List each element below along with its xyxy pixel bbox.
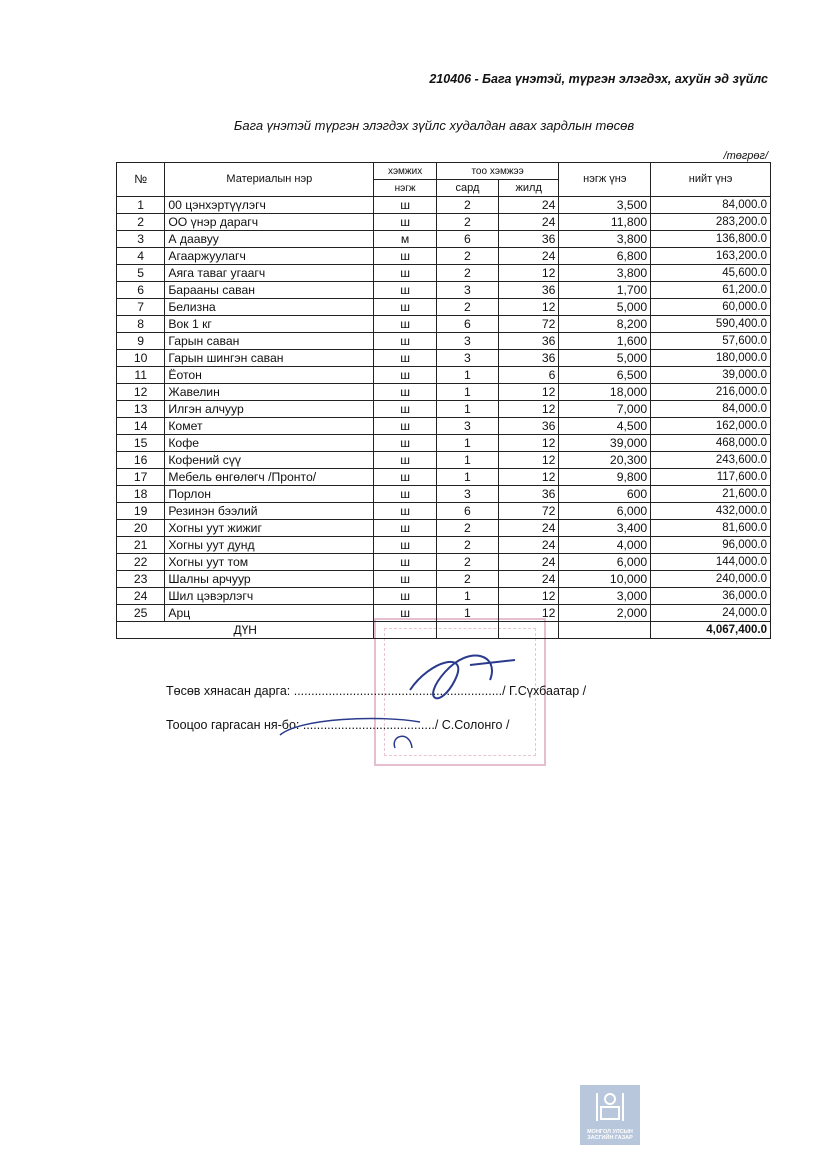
- row-unit-price: 3,000: [559, 588, 651, 605]
- row-material-name: Барааны саван: [165, 282, 374, 299]
- row-total-price: 468,000.0: [651, 435, 771, 452]
- row-no: 2: [117, 214, 165, 231]
- row-yearly-qty: 12: [499, 401, 559, 418]
- table-row: [117, 316, 771, 333]
- row-yearly-qty: 24: [499, 197, 559, 214]
- table-row: [117, 265, 771, 282]
- row-total-price: 24,000.0: [651, 605, 771, 622]
- row-total-price: 84,000.0: [651, 401, 771, 418]
- row-no: 6: [117, 282, 165, 299]
- row-monthly-qty: 6: [436, 316, 498, 333]
- row-yearly-qty: 72: [499, 503, 559, 520]
- row-material-name: Шил цэвэрлэгч: [165, 588, 374, 605]
- row-unit-price: 11,800: [559, 214, 651, 231]
- row-yearly-qty: 12: [499, 384, 559, 401]
- row-no: 25: [117, 605, 165, 622]
- row-unit: ш: [374, 503, 436, 520]
- accountant-signature-line: Тооцоо гаргасан ня-бо: ....................................../ С.Солонго /: [166, 718, 510, 732]
- row-unit-price: 8,200: [559, 316, 651, 333]
- table-row: [117, 520, 771, 537]
- table-row: [117, 384, 771, 401]
- row-total-price: 590,400.0: [651, 316, 771, 333]
- row-unit-price: 20,300: [559, 452, 651, 469]
- row-monthly-qty: 1: [436, 367, 498, 384]
- row-unit-price: 5,000: [559, 350, 651, 367]
- row-total-price: 144,000.0: [651, 554, 771, 571]
- row-yearly-qty: 24: [499, 571, 559, 588]
- row-material-name: Вок 1 кг: [165, 316, 374, 333]
- row-material-name: Кофе: [165, 435, 374, 452]
- row-yearly-qty: 36: [499, 350, 559, 367]
- government-logo: [580, 1085, 640, 1145]
- row-material-name: Агааржуулагч: [165, 248, 374, 265]
- row-yearly-qty: 36: [499, 231, 559, 248]
- row-material-name: Резинэн бээлий: [165, 503, 374, 520]
- row-unit-price: 6,000: [559, 503, 651, 520]
- row-unit: ш: [374, 316, 436, 333]
- table-row: [117, 231, 771, 248]
- logo-caption-line1: МОНГОЛ УЛСЫН: [587, 1129, 633, 1135]
- row-monthly-qty: 2: [436, 537, 498, 554]
- budget-code-heading: 210406 - Бага үнэтэй, түргэн элэгдэх, ахуйн эд зүйлс: [429, 72, 768, 86]
- row-unit-price: 3,500: [559, 197, 651, 214]
- row-total-price: 163,200.0: [651, 248, 771, 265]
- row-no: 19: [117, 503, 165, 520]
- row-unit-price: 4,000: [559, 537, 651, 554]
- row-total-price: 243,600.0: [651, 452, 771, 469]
- approver-signature-line: Төсөв хянасан дарга: ............................................................/ Г.Сүхбаатар /: [166, 684, 587, 698]
- row-no: 10: [117, 350, 165, 367]
- row-total-price: 162,000.0: [651, 418, 771, 435]
- row-yearly-qty: 24: [499, 248, 559, 265]
- header-monthly: сард: [436, 180, 498, 197]
- document-title: Бага үнэтэй түргэн элэгдэх зүйлс худалдан авах зардлын төсөв: [233, 118, 635, 133]
- row-total-price: 84,000.0: [651, 197, 771, 214]
- row-material-name: Мебель өнгөлөгч /Пронто/: [165, 469, 374, 486]
- row-material-name: Хогны уут дунд: [165, 537, 374, 554]
- row-unit-price: 10,000: [559, 571, 651, 588]
- row-no: 20: [117, 520, 165, 537]
- row-unit: ш: [374, 588, 436, 605]
- row-monthly-qty: 2: [436, 299, 498, 316]
- row-no: 12: [117, 384, 165, 401]
- row-unit: ш: [374, 384, 436, 401]
- header-no: №: [117, 163, 165, 197]
- row-yearly-qty: 12: [499, 588, 559, 605]
- row-no: 22: [117, 554, 165, 571]
- row-material-name: Ёотон: [165, 367, 374, 384]
- row-yearly-qty: 12: [499, 299, 559, 316]
- header-unit-top: хэмжих: [374, 163, 436, 180]
- row-monthly-qty: 6: [436, 231, 498, 248]
- row-material-name: Жавелин: [165, 384, 374, 401]
- row-unit: ш: [374, 214, 436, 231]
- row-total-price: 240,000.0: [651, 571, 771, 588]
- row-total-price: 21,600.0: [651, 486, 771, 503]
- row-yearly-qty: 36: [499, 282, 559, 299]
- row-unit: ш: [374, 571, 436, 588]
- table-row: [117, 588, 771, 605]
- row-monthly-qty: 1: [436, 401, 498, 418]
- row-yearly-qty: 12: [499, 265, 559, 282]
- row-no: 24: [117, 588, 165, 605]
- row-unit: ш: [374, 554, 436, 571]
- row-yearly-qty: 6: [499, 367, 559, 384]
- row-total-price: 36,000.0: [651, 588, 771, 605]
- row-unit-price: 3,800: [559, 265, 651, 282]
- row-unit-price: 7,000: [559, 401, 651, 418]
- row-no: 16: [117, 452, 165, 469]
- table-row: [117, 605, 771, 622]
- row-unit-price: 600: [559, 486, 651, 503]
- header-yearly: жилд: [499, 180, 559, 197]
- row-yearly-qty: 36: [499, 333, 559, 350]
- row-monthly-qty: 1: [436, 452, 498, 469]
- row-yearly-qty: 12: [499, 605, 559, 622]
- row-no: 13: [117, 401, 165, 418]
- row-no: 8: [117, 316, 165, 333]
- row-total-price: 81,600.0: [651, 520, 771, 537]
- row-material-name: А даавуу: [165, 231, 374, 248]
- row-total-price: 45,600.0: [651, 265, 771, 282]
- row-monthly-qty: 2: [436, 197, 498, 214]
- row-monthly-qty: 2: [436, 554, 498, 571]
- table-row: [117, 333, 771, 350]
- row-no: 5: [117, 265, 165, 282]
- row-unit: ш: [374, 265, 436, 282]
- header-unit-price: нэгж үнэ: [559, 163, 651, 197]
- row-unit-price: 1,600: [559, 333, 651, 350]
- row-unit: ш: [374, 333, 436, 350]
- row-material-name: Гарын саван: [165, 333, 374, 350]
- row-monthly-qty: 2: [436, 265, 498, 282]
- row-material-name: Арц: [165, 605, 374, 622]
- row-yearly-qty: 24: [499, 554, 559, 571]
- row-monthly-qty: 3: [436, 350, 498, 367]
- row-material-name: Порлон: [165, 486, 374, 503]
- row-total-price: 117,600.0: [651, 469, 771, 486]
- row-unit-price: 5,000: [559, 299, 651, 316]
- table-row: [117, 469, 771, 486]
- table-row: [117, 282, 771, 299]
- row-yearly-qty: 12: [499, 469, 559, 486]
- row-unit-price: 6,000: [559, 554, 651, 571]
- row-unit-price: 1,700: [559, 282, 651, 299]
- total-label: ДҮН: [117, 622, 374, 639]
- row-monthly-qty: 3: [436, 333, 498, 350]
- row-no: 21: [117, 537, 165, 554]
- table-row: [117, 571, 771, 588]
- row-monthly-qty: 2: [436, 520, 498, 537]
- table-row: [117, 418, 771, 435]
- row-total-price: 96,000.0: [651, 537, 771, 554]
- row-unit-price: 2,000: [559, 605, 651, 622]
- row-monthly-qty: 1: [436, 605, 498, 622]
- row-material-name: Илгэн алчуур: [165, 401, 374, 418]
- row-total-price: 39,000.0: [651, 367, 771, 384]
- row-unit: ш: [374, 299, 436, 316]
- table-row: [117, 401, 771, 418]
- row-total-price: 283,200.0: [651, 214, 771, 231]
- table-row: [117, 554, 771, 571]
- row-yearly-qty: 12: [499, 452, 559, 469]
- table-row: [117, 350, 771, 367]
- table-row: [117, 537, 771, 554]
- row-unit: ш: [374, 350, 436, 367]
- row-unit-price: 3,800: [559, 231, 651, 248]
- row-material-name: ОО үнэр дарагч: [165, 214, 374, 231]
- row-total-price: 61,200.0: [651, 282, 771, 299]
- row-yearly-qty: 12: [499, 435, 559, 452]
- row-monthly-qty: 1: [436, 435, 498, 452]
- row-monthly-qty: 2: [436, 214, 498, 231]
- row-unit: ш: [374, 197, 436, 214]
- row-unit: ш: [374, 605, 436, 622]
- row-unit: ш: [374, 469, 436, 486]
- table-row: [117, 248, 771, 265]
- row-yearly-qty: 36: [499, 486, 559, 503]
- row-total-price: 432,000.0: [651, 503, 771, 520]
- row-material-name: Хогны уут том: [165, 554, 374, 571]
- table-row: [117, 299, 771, 316]
- row-yearly-qty: 72: [499, 316, 559, 333]
- header-material-name: Материалын нэр: [165, 163, 374, 197]
- row-total-price: 60,000.0: [651, 299, 771, 316]
- row-no: 7: [117, 299, 165, 316]
- row-material-name: Гарын шингэн саван: [165, 350, 374, 367]
- table-row: [117, 486, 771, 503]
- row-no: 17: [117, 469, 165, 486]
- row-unit: ш: [374, 282, 436, 299]
- row-unit-price: 9,800: [559, 469, 651, 486]
- row-unit: ш: [374, 537, 436, 554]
- row-yearly-qty: 36: [499, 418, 559, 435]
- row-unit: ш: [374, 248, 436, 265]
- row-monthly-qty: 3: [436, 418, 498, 435]
- row-unit-price: 18,000: [559, 384, 651, 401]
- budget-table-body: [117, 197, 771, 622]
- row-material-name: 00 цэнхэртүүлэгч: [165, 197, 374, 214]
- row-monthly-qty: 3: [436, 282, 498, 299]
- row-monthly-qty: 6: [436, 503, 498, 520]
- row-monthly-qty: 1: [436, 384, 498, 401]
- row-monthly-qty: 3: [436, 486, 498, 503]
- row-material-name: Белизна: [165, 299, 374, 316]
- table-row: [117, 367, 771, 384]
- budget-table: [116, 162, 771, 639]
- row-unit: ш: [374, 486, 436, 503]
- row-material-name: Аяга таваг угаагч: [165, 265, 374, 282]
- row-no: 14: [117, 418, 165, 435]
- row-unit-price: 4,500: [559, 418, 651, 435]
- row-no: 11: [117, 367, 165, 384]
- row-no: 18: [117, 486, 165, 503]
- row-monthly-qty: 2: [436, 248, 498, 265]
- row-unit: ш: [374, 435, 436, 452]
- row-total-price: 216,000.0: [651, 384, 771, 401]
- row-yearly-qty: 24: [499, 537, 559, 554]
- total-row: [117, 622, 771, 639]
- row-yearly-qty: 24: [499, 520, 559, 537]
- total-value: 4,067,400.0: [651, 622, 771, 639]
- header-quantity: тоо хэмжээ: [436, 163, 559, 180]
- header-unit-bottom: нэгж: [374, 180, 436, 197]
- row-total-price: 136,800.0: [651, 231, 771, 248]
- row-monthly-qty: 2: [436, 571, 498, 588]
- row-unit: ш: [374, 367, 436, 384]
- row-no: 4: [117, 248, 165, 265]
- row-unit: ш: [374, 520, 436, 537]
- table-row: [117, 214, 771, 231]
- row-unit-price: 6,800: [559, 248, 651, 265]
- row-unit-price: 3,400: [559, 520, 651, 537]
- row-monthly-qty: 1: [436, 469, 498, 486]
- currency-unit-note: /төгрөг/: [723, 150, 768, 162]
- row-total-price: 57,600.0: [651, 333, 771, 350]
- row-unit: ш: [374, 401, 436, 418]
- table-row: [117, 197, 771, 214]
- row-unit-price: 39,000: [559, 435, 651, 452]
- row-unit-price: 6,500: [559, 367, 651, 384]
- logo-caption-line2: ЗАСГИЙН ГАЗАР: [587, 1135, 633, 1141]
- row-material-name: Комет: [165, 418, 374, 435]
- header-total-price: нийт үнэ: [651, 163, 771, 197]
- table-row: [117, 435, 771, 452]
- row-no: 9: [117, 333, 165, 350]
- soyombo-emblem-icon: [580, 1085, 640, 1125]
- row-unit: ш: [374, 452, 436, 469]
- row-no: 3: [117, 231, 165, 248]
- row-material-name: Хогны уут жижиг: [165, 520, 374, 537]
- table-row: [117, 503, 771, 520]
- row-material-name: Шалны арчуур: [165, 571, 374, 588]
- row-total-price: 180,000.0: [651, 350, 771, 367]
- row-no: 23: [117, 571, 165, 588]
- table-row: [117, 452, 771, 469]
- row-yearly-qty: 24: [499, 214, 559, 231]
- row-no: 1: [117, 197, 165, 214]
- row-unit: м: [374, 231, 436, 248]
- row-unit: ш: [374, 418, 436, 435]
- row-material-name: Кофений сүү: [165, 452, 374, 469]
- row-no: 15: [117, 435, 165, 452]
- row-monthly-qty: 1: [436, 588, 498, 605]
